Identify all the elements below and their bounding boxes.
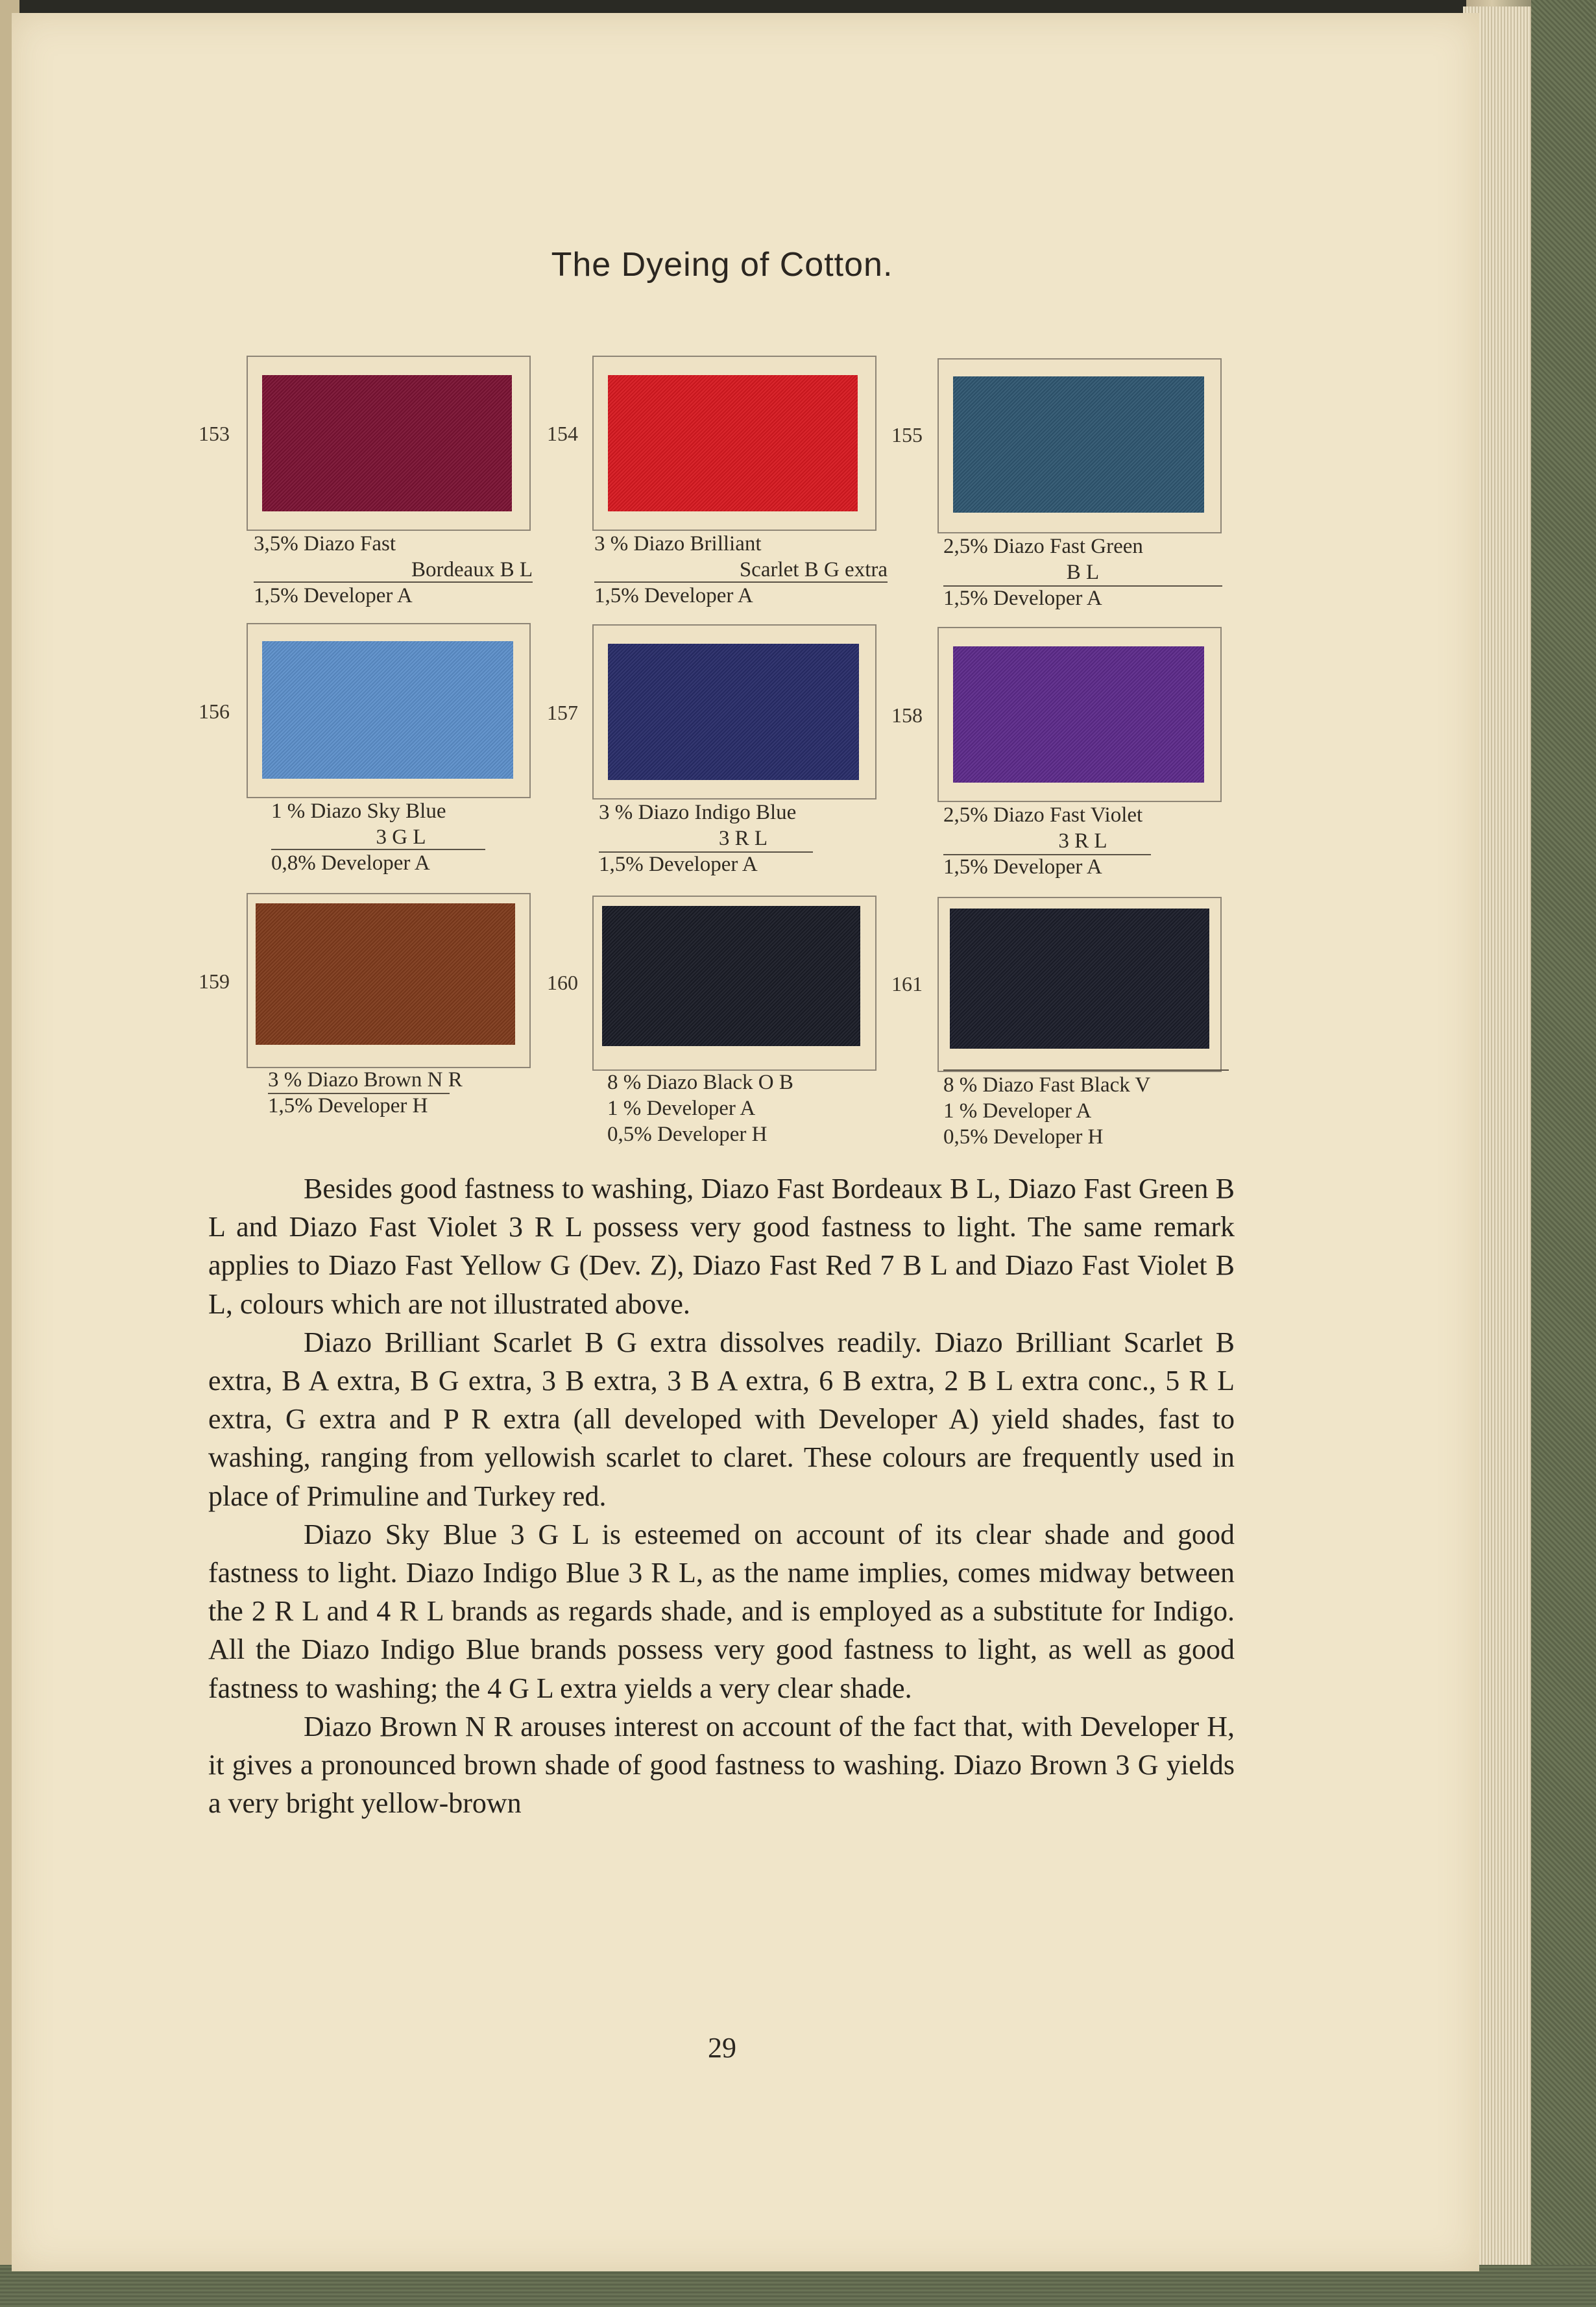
- recipe-line: 3 G L: [376, 825, 426, 849]
- sample-number: 153: [199, 422, 230, 445]
- recipe-rule: [943, 585, 1222, 587]
- paragraph: Diazo Sky Blue 3 G L is esteemed on account of its clear shade and good fastness to light. Diazo Indigo Blue 3 R L, as the name implies, comes midway between the 2 R L and 4 R L brands as regards shade, and is employed as a substitute for Indigo. All the Diazo Indigo Blue brands possess very good fastness to light, as well as good fastness to washing; the 4 G L extra yields a very clear shade.: [208, 1518, 1235, 1704]
- dye-recipe: [943, 802, 1222, 880]
- paragraph: Diazo Brown N R arouses interest on account of the fact that, with Developer H, it gives a pronounced brown shade of good fastness to washing. Diazo Brown 3 G yields a very bright yellow-brown: [208, 1710, 1235, 1820]
- dye-recipe: [254, 531, 533, 609]
- sample-number: 157: [547, 701, 578, 724]
- sample-number: 155: [891, 423, 923, 446]
- sample-number: 156: [199, 700, 230, 723]
- recipe-line: B L: [1066, 561, 1100, 584]
- fabric-swatch: [953, 646, 1204, 783]
- recipe-line: Scarlet B G extra: [739, 558, 888, 581]
- paragraph: Diazo Brilliant Scarlet B G extra dissolves readily. Diazo Brilliant Scarlet B extra, B A extra, B G extra, 3 B extra, 3 B A extra, 6 B extra, 2 B L extra conc., 5 R L extra, G extra and P R extra (all developed with Developer A) yield shades, fast to washing, ranging from yellowish scarlet to claret. These colours are frequently used in place of Primuline and Turkey red.: [208, 1326, 1235, 1512]
- dye-recipe: [271, 798, 531, 876]
- recipe-line: 3 R L: [718, 827, 768, 850]
- recipe-rule: [943, 1069, 1229, 1071]
- dye-recipe: [594, 531, 888, 609]
- fabric-swatch: [262, 375, 512, 511]
- recipe-line: 1,5% Developer A: [254, 584, 413, 607]
- running-head: The Dyeing of Cotton.: [551, 246, 893, 284]
- recipe-line: 1,5% Developer A: [943, 587, 1102, 610]
- paragraph: Besides good fastness to washing, Diazo Fast Bordeaux B L, Diazo Fast Green B L and Diazo Fast Violet 3 R L possess very good fastness to light. The same remark applies to Diazo Fast Yellow G (Dev. Z), Diazo Fast Red 7 B L and Diazo Fast Violet B L, colours which are not illustrated above.: [208, 1173, 1235, 1320]
- recipe-line: 3 R L: [1058, 829, 1107, 853]
- recipe-line: 0,5% Developer H: [943, 1125, 1104, 1149]
- recipe-rule: [268, 1093, 450, 1094]
- dye-recipe: [607, 1069, 880, 1147]
- recipe-line: 2,5% Diazo Fast Green: [943, 535, 1143, 558]
- sample-number: 159: [199, 970, 230, 993]
- fabric-swatch: [950, 909, 1209, 1049]
- fabric-swatch: [256, 903, 515, 1045]
- recipe-line: Bordeaux B L: [411, 558, 533, 581]
- recipe-rule: [599, 851, 813, 853]
- recipe-line: 1,5% Developer A: [599, 853, 758, 876]
- fabric-swatch: [602, 906, 860, 1046]
- recipe-rule: [271, 849, 485, 850]
- recipe-line: 3 % Diazo Brown N R: [268, 1068, 463, 1092]
- recipe-line: 1 % Developer A: [607, 1097, 756, 1120]
- recipe-line: 1,5% Developer A: [943, 855, 1102, 879]
- recipe-line: 2,5% Diazo Fast Violet: [943, 803, 1143, 827]
- book-page: [12, 13, 1479, 2271]
- body-text: [208, 1169, 1235, 1822]
- fabric-swatch: [608, 644, 859, 780]
- fabric-swatch: [608, 375, 858, 511]
- recipe-line: 0,8% Developer A: [271, 851, 430, 875]
- sample-number: 154: [547, 422, 578, 445]
- dye-recipe: [943, 1072, 1229, 1150]
- recipe-line: 3,5% Diazo Fast: [254, 532, 396, 555]
- recipe-rule: [943, 854, 1151, 855]
- recipe-rule: [594, 581, 888, 583]
- recipe-line: 1,5% Developer A: [594, 584, 753, 607]
- recipe-line: 8 % Diazo Black O B: [607, 1071, 793, 1094]
- recipe-rule: [254, 581, 533, 583]
- book-cover-cloth: [1531, 0, 1596, 2307]
- recipe-line: 1 % Diazo Sky Blue: [271, 800, 446, 823]
- recipe-line: 1 % Developer A: [943, 1099, 1092, 1123]
- sample-number: 158: [891, 703, 923, 727]
- sample-number: 160: [547, 971, 578, 994]
- recipe-line: 8 % Diazo Fast Black V: [943, 1073, 1151, 1097]
- fabric-swatch: [262, 641, 513, 779]
- recipe-line: 0,5% Developer H: [607, 1123, 768, 1146]
- dye-recipe: [943, 533, 1222, 611]
- fabric-swatch: [953, 376, 1204, 513]
- sample-number: 161: [891, 972, 923, 995]
- recipe-line: 3 % Diazo Brilliant: [594, 532, 762, 555]
- recipe-line: 3 % Diazo Indigo Blue: [599, 801, 797, 824]
- dye-recipe: [599, 800, 888, 877]
- recipe-line: 1,5% Developer H: [268, 1094, 428, 1117]
- page-number: 29: [708, 2032, 736, 2064]
